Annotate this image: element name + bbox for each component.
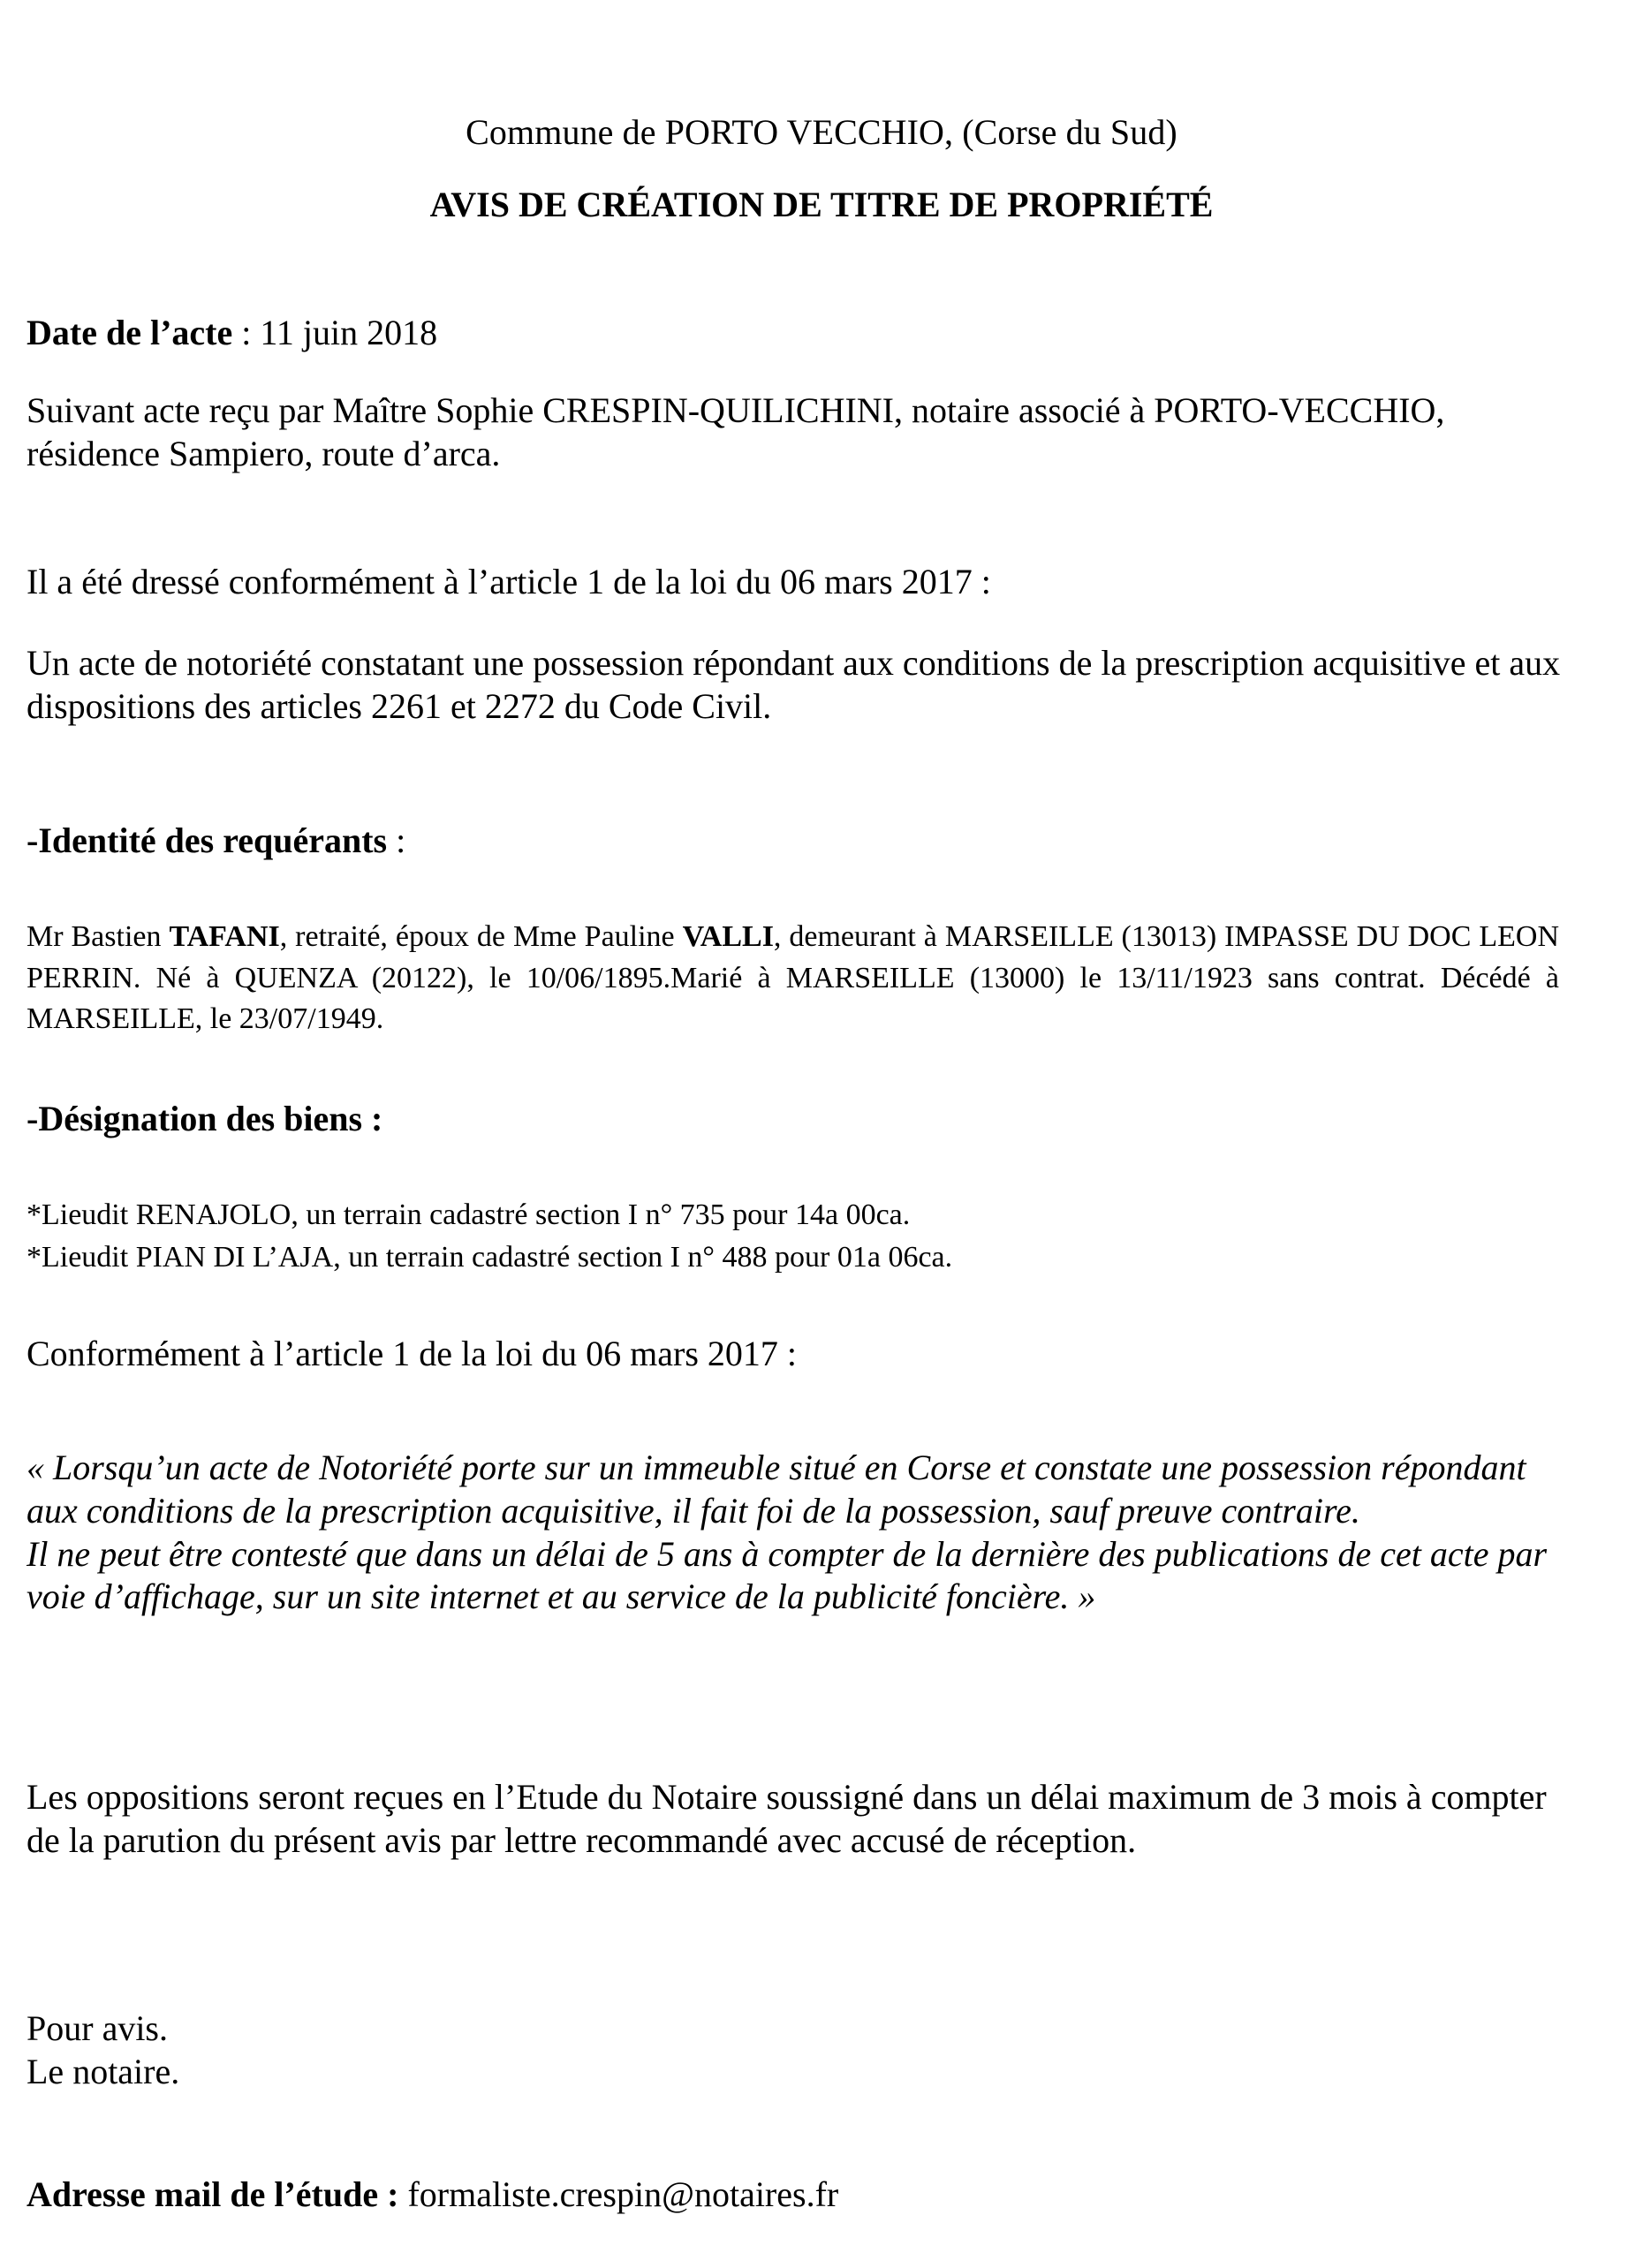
date-acte-separator: :	[232, 313, 261, 352]
heading-designation-des-biens: -Désignation des biens :	[26, 1099, 383, 1138]
date-acte-label: Date de l’acte	[26, 313, 233, 352]
paragraph-acte-notoriete: Un acte de notoriété constatant une possession répondant aux conditions de la prescription acquisitive et aux dispositions des articles 2261 et 2272 du Code Civil.	[26, 643, 1561, 727]
heading-identite-text: -Identité des requérants	[26, 820, 388, 860]
heading-identite-colon: :	[387, 820, 406, 860]
paragraph-oppositions: Les oppositions seront reçues en l’Etude du Notaire soussigné dans un délai maximum de 3 mois à compter de la parution du présent avis par lettre recommandé avec accusé de réception.	[26, 1777, 1547, 1861]
list-designation-biens	[26, 1194, 1564, 1280]
heading-identite-des-requerants	[26, 820, 1564, 862]
adresse-mail-value: formaliste.crespin@notaires.fr	[398, 2174, 839, 2214]
identite-text-2: , retraité, époux de Mme Pauline	[279, 920, 683, 953]
adresse-mail-line	[26, 2173, 1564, 2216]
commune-heading: Commune de PORTO VECCHIO, (Corse du Sud)	[466, 112, 1177, 152]
paragraph-suivant-acte: Suivant acte reçu par Maître Sophie CRESPIN-QUILICHINI, notaire associé à PORTO-VECCHIO, résidence Sampiero, route d’arca.	[26, 390, 1445, 474]
le-notaire-line: Le notaire.	[26, 2052, 180, 2092]
date-acte-line	[26, 311, 1564, 354]
pour-avis-line: Pour avis.	[26, 2008, 168, 2048]
quote-line-2: Il ne peut être contesté que dans un délai de 5 ans à compter de la dernière des publications de cet acte par voie d’affichage, sur un site internet et au service de la publicité foncière. »	[26, 1533, 1548, 1617]
identite-name-tafani: TAFANI	[169, 920, 280, 953]
list-item: *Lieudit RENAJOLO, un terrain cadastré section I n° 735 pour 14a 00ca.	[26, 1198, 911, 1231]
quote-line-1: « Lorsqu’un acte de Notoriété porte sur un immeuble situé en Corse et constate une possession répondant aux conditions de la prescription acquisitive, il fait foi de la possession, sauf preuve contraire.	[26, 1448, 1526, 1531]
signature-block	[26, 2007, 1564, 2093]
identite-text-3: , demeurant à MARSEILLE (13013) IMPASSE DU DOC LEON PERRIN. Né à QUENZA (20122), le 10/06/1895.Marié à MARSEILLE (13000) le 13/11/1923 sans contrat. Décédé à MARSEILLE, le 23/07/1949.	[26, 920, 1559, 1036]
date-acte-value: 11 juin 2018	[260, 313, 438, 352]
identite-text-1: Mr Bastien	[26, 920, 170, 953]
list-item: *Lieudit PIAN DI L’AJA, un terrain cadastré section I n° 488 pour 01a 06ca.	[26, 1241, 953, 1274]
quote-block-loi	[26, 1447, 1564, 1619]
adresse-mail-label: Adresse mail de l’étude :	[26, 2174, 399, 2214]
paragraph-conformement-article: Conformément à l’article 1 de la loi du 06 mars 2017 :	[26, 1334, 797, 1373]
paragraph-identite-requerants	[26, 917, 1559, 1040]
page-title: AVIS DE CRÉATION DE TITRE DE PROPRIÉTÉ	[429, 185, 1214, 224]
paragraph-dresse-conformement: Il a été dressé conformément à l’article 1 de la loi du 06 mars 2017 :	[26, 562, 991, 601]
identite-name-valli: VALLI	[682, 920, 774, 953]
